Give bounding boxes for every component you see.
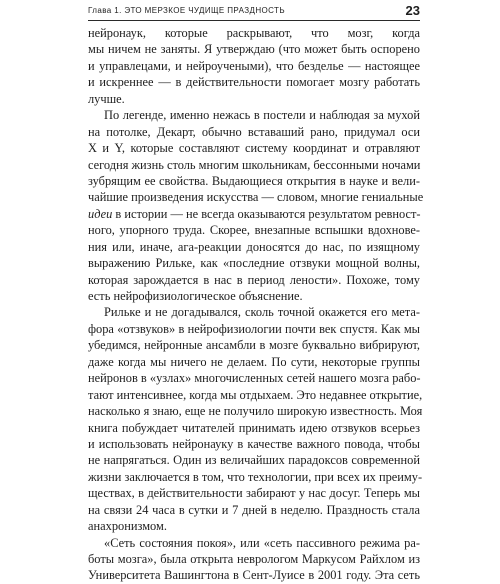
text-line: на потолке, Декарт, обычно вставаший рано, придумал оси	[88, 124, 420, 139]
text-line: не напрягаться. Один из величайших парадоксов современной	[88, 453, 420, 468]
text-line: книга побуждает читателей принимать идею отзвуков всерьез	[88, 420, 420, 435]
text-line: ществах, в действительности забирают у нас досуг. Теперь мы	[88, 486, 420, 501]
page-number: 23	[405, 3, 420, 18]
body-text	[88, 25, 424, 584]
text-line: и использовать нейронауку в качестве важного повода, чтобы	[88, 436, 420, 451]
text-line: ного, упорного труда. Скорее, внезапные вспышки вдохнове-	[88, 223, 420, 238]
text-line: даже когда мы ничего не делаем. По сути, некоторые группы	[88, 354, 420, 369]
text-line: сегодня жизнь столь многим школьникам, бессонными ночами	[88, 157, 421, 172]
text-line: нейронаук, которые раскрывают, что мозг, когда	[88, 26, 420, 40]
emphasized-word: идеи	[88, 206, 113, 221]
text-line: выражению Рильке, как «последние отзвуки мощной волны,	[88, 256, 420, 271]
text-line: и искреннее — в действительности помогает мозгу работать	[88, 75, 420, 90]
text-line: есть нейрофизиологическое объяснение.	[88, 289, 303, 303]
text-line: чайшие произведения искусства — словом, многие гениальные	[88, 190, 424, 205]
text-line: тают интенсивнее, когда мы отдыхаем. Это недавнее открытие,	[88, 387, 423, 402]
running-header	[88, 4, 420, 21]
text-line: зубрящим ее свойства. Выдающиеся открытия в науке и вели-	[88, 173, 420, 188]
text-line: боты мозга», была открыта неврологом Маркусом Райхлом из	[88, 552, 420, 566]
text-line: и управлецами, и нейроучеными), что безделье — настоящее	[88, 58, 420, 73]
chapter-title: Глава 1. ЭТО МЕРЗКОЕ ЧУДИЩЕ ПРАЗДНОСТЬ	[88, 6, 285, 15]
text-line: Университета Вашингтона в Сент-Луисе в 2001 году. Эта сеть	[88, 568, 420, 583]
text-line: которая зарождается в нас в период лености». Похоже, тому	[88, 272, 420, 287]
text-line: ния или, иначе, ага-реакции доносятся до нас, по изящному	[88, 239, 420, 254]
text-line: насколько я знаю, еще не получило широкую известность. Моя	[88, 404, 423, 419]
text-line: убедимся, нейронные ансамбли в мозге буквально вибрируют,	[88, 338, 420, 353]
text-line: жизни заключается в том, что технологии, при всех их преиму-	[88, 469, 423, 484]
text-line: идеи в истории — не всегда оказываются результатом ревност-	[88, 206, 421, 221]
text-line: Рильке и не догадывался, сколь точной окажется его мета-	[104, 305, 420, 320]
text-line: лучше.	[88, 91, 125, 106]
text-line: мы ничем не заняты. Я утверждаю (что может быть оспорено	[88, 42, 420, 57]
text-line: нейронов в «узлах» многочисленных сетей нашего мозга рабо-	[88, 371, 421, 386]
text-line: X и Y, которые составляют систему координат и отравляют	[88, 141, 420, 156]
text-line: По легенде, именно нежась в постели и наблюдая за мухой	[104, 108, 420, 123]
text-line: анахронизмом.	[88, 519, 167, 534]
text-line: на связи 24 часа в сутки и 7 дней в неделю. Праздность стала	[88, 502, 420, 517]
text-line: «Сеть состояния покоя», или «сеть пассивного режима ра-	[104, 535, 420, 550]
text-line: фора «отзвуков» в нейрофизиологии почти век спустя. Как мы	[88, 321, 420, 336]
